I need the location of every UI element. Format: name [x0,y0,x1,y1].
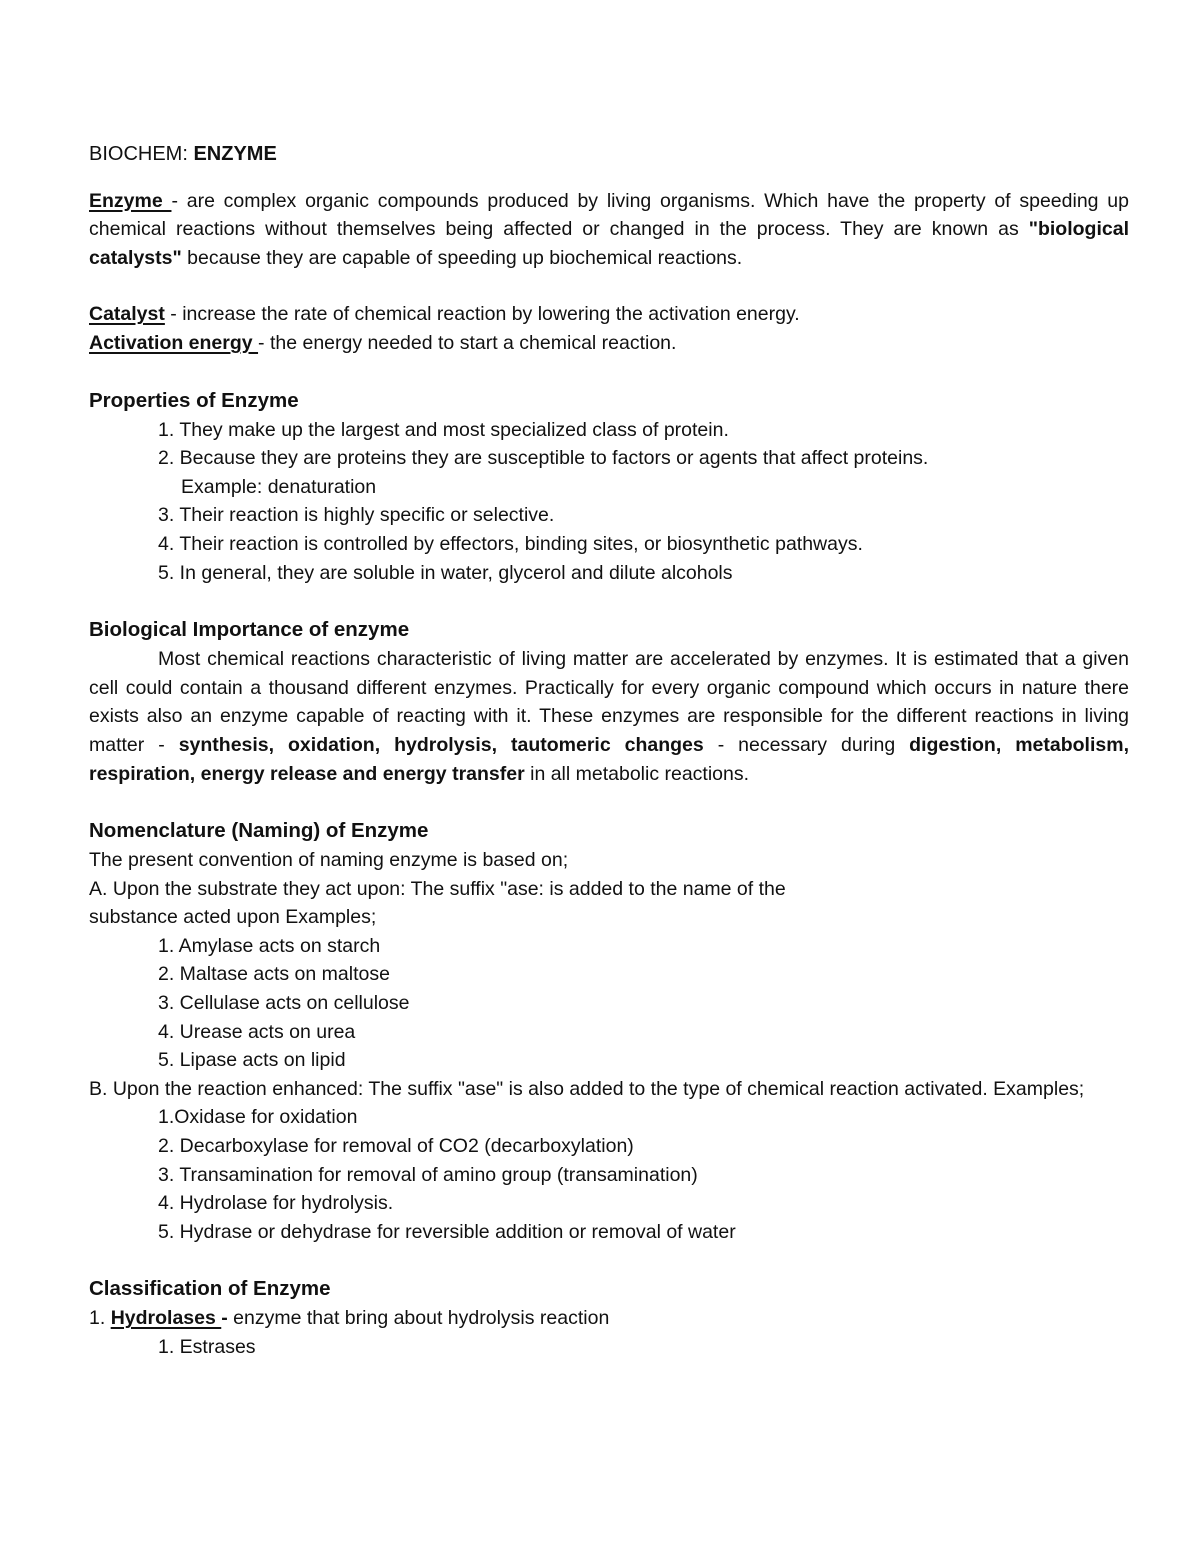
list-item: 2. Because they are proteins they are susceptible to factors or agents that affect proteins. [158,447,929,470]
classification-item-number: 1. [89,1307,111,1330]
classification-item-text: enzyme that bring about hydrolysis reaction [227,1307,610,1330]
list-item: 1. Amylase acts on starch [158,934,381,957]
list-item: 2. Decarboxylase for removal of CO2 (decarboxylation) [158,1135,634,1158]
list-item: 4. Hydrolase for hydrolysis. [158,1192,394,1215]
list-item: 3. Cellulase acts on cellulose [158,992,410,1015]
properties-list [89,416,1129,588]
classification-heading: Classification of Enzyme [89,1277,331,1301]
activation-energy-definition [89,329,1129,358]
enzyme-bold-phrase: "biological catalysts" [89,218,1129,269]
nomenclature-a-line-1: A. Upon the substrate they act upon: The suffix "ase: is added to the name of the [89,877,786,900]
activation-energy-term: Activation energy [89,331,259,354]
title-prefix: BIOCHEM: [89,143,194,165]
importance-text-3: in all metabolic reactions. [524,762,750,785]
document-content [89,140,1129,1362]
catalyst-term: Catalyst [89,303,165,326]
substrate-examples-list [89,932,1129,1075]
activation-energy-text: - the energy needed to start a chemical reaction. [258,331,677,354]
importance-paragraph [89,645,1129,788]
list-item: 4. Their reaction is controlled by effectors, binding sites, or biosynthetic pathways. [158,532,863,555]
list-item: 1.Oxidase for oxidation [158,1106,358,1129]
spacer [89,358,1129,386]
enzyme-sep: - [171,189,187,212]
spacer [89,788,1129,816]
classification-dash: - [221,1307,228,1330]
spacer [89,1246,1129,1274]
spacer [89,272,1129,300]
document-title [89,140,1129,169]
hydrolases-sub-list [89,1333,1129,1362]
importance-text-2: - necessary during [703,733,910,756]
list-item: 1. Estrases [158,1336,256,1358]
importance-text-1: Most chemical reactions characteristic of living matter are accelerated by enzymes. It is estimated that a given cell could contain a thousand different enzymes. Practically for every organic compound which occurs in nature there exists also an enzyme capable of reacting with it. These enzymes are responsible for the different reactions in living matter - [89,648,1129,756]
list-item: 2. Maltase acts on maltose [158,963,390,986]
nomenclature-intro: The present convention of naming enzyme is based on; [89,849,569,872]
classification-item-1 [89,1304,1129,1333]
nomenclature-heading: Nomenclature (Naming) of Enzyme [89,819,429,843]
list-item: 3. Transamination for removal of amino group (transamination) [158,1163,698,1186]
importance-heading: Biological Importance of enzyme [89,618,410,642]
enzyme-term: Enzyme [89,189,172,212]
list-item: 3. Their reaction is highly specific or selective. [158,504,555,527]
importance-bold-2: digestion, metabolism, respiration, energy release and energy transfer [89,733,1129,785]
enzyme-text-1: are complex organic compounds produced by living organisms. Which have the property of speeding up chemical reactions without themselves being affected or changed in the process. They are known as [89,189,1129,241]
list-item: Example: denaturation [181,475,377,498]
enzyme-definition [89,187,1129,273]
title-bold: ENZYME [193,143,277,165]
list-item: 5. Lipase acts on lipid [158,1049,346,1072]
list-item: 4. Urease acts on urea [158,1020,356,1043]
list-item: 5. In general, they are soluble in water, glycerol and dilute alcohols [158,561,733,584]
importance-bold-1: synthesis, oxidation, hydrolysis, tautomeric changes [178,733,704,756]
spacer [89,587,1129,615]
reaction-examples-list [89,1103,1129,1246]
nomenclature-b-text: B. Upon the reaction enhanced: The suffix "ase" is also added to the type of chemical reaction activated. Examples; [89,1077,1085,1100]
properties-heading: Properties of Enzyme [89,388,299,412]
enzyme-text-2: because they are capable of speeding up biochemical reactions. [181,246,743,269]
catalyst-definition [89,300,1129,329]
nomenclature-a-line-2: substance acted upon Examples; [89,906,377,929]
catalyst-text: - increase the rate of chemical reaction by lowering the activation energy. [164,303,800,326]
list-item: 5. Hydrase or dehydrase for reversible addition or removal of water [158,1220,736,1243]
list-item: 1. They make up the largest and most specialized class of protein. [158,418,729,441]
hydrolases-term: Hydrolases [110,1307,222,1330]
